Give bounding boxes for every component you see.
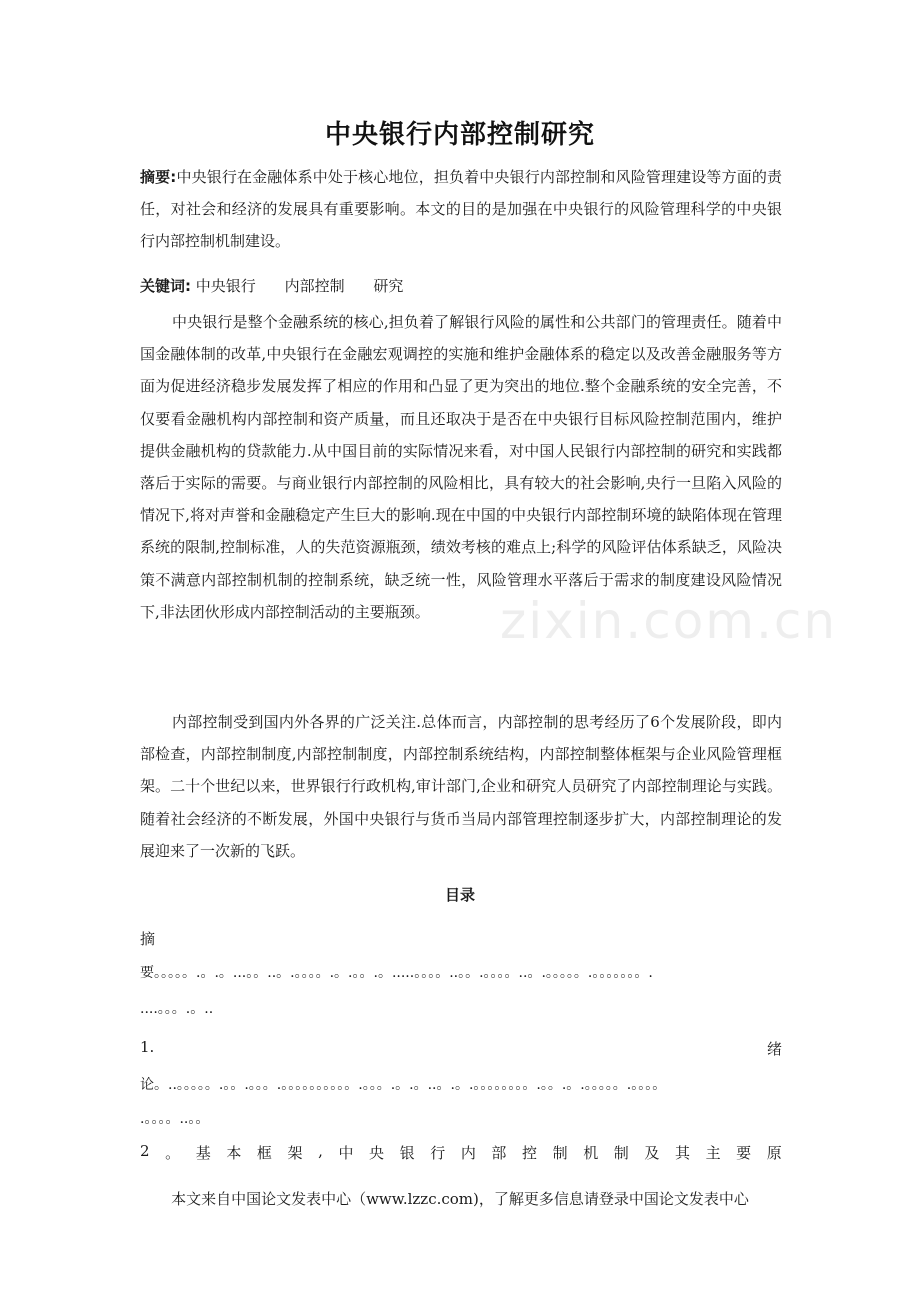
toc-char: 行: [430, 1144, 446, 1162]
keyword-item: 中央银行: [195, 277, 256, 295]
toc-char: 银: [399, 1144, 415, 1162]
toc-item-intro-char: 绪: [766, 1040, 782, 1058]
toc-char: 架: [287, 1144, 303, 1162]
body-paragraph-2: 内部控制受到国内外各界的广泛关注.总体而言，内部控制的思考经历了6个发展阶段，即内部检查，内部控制制度,内部控制制度，内部控制系统结构，内部控制整体框架与企业风险管理框架。二十个世纪以来，世界银行行政机构,审计部门,企业和研究人员研究了内部控制理论与实践。随着社会经济的不断发展，外国中央银行与货币当局内部管理控制逐步扩大，内部控制理论的发展迎来了一次新的飞跃。: [140, 713, 782, 860]
toc-char: 本: [226, 1144, 242, 1162]
toc-char: 及: [644, 1144, 660, 1162]
toc-item-abstract-dots[interactable]: 要。。。。。.。.。...。。..。.。。。。.。.。。.。.....。。。。..。。.。。。。..。.。。。。。.。。。。。。。.: [140, 965, 653, 981]
keywords-label: 关键词:: [140, 277, 191, 295]
toc-char: 制: [552, 1144, 568, 1162]
toc-item-framework-chars: [140, 1142, 782, 1163]
page-title: 中央银行内部控制研究: [324, 120, 595, 150]
abstract-text: 中央银行在金融体系中处于核心地位，担负着中央银行内部控制和风险管理建设等方面的责任，对社会和经济的发展具有重要影响。本文的目的是加强在中央银行的风险管理科学的中央银行内部控制机制建设。: [140, 168, 783, 251]
toc-item-framework[interactable]: [140, 1142, 782, 1163]
keyword-item: 研究: [373, 277, 404, 295]
toc-item-intro-dots[interactable]: 论。..。。。。。.。。.。。。.。。。。。。。。。。.。。。.。.。..。.。.。。。。。。。。.。。.。.。。。。。.。。。。: [140, 1077, 667, 1093]
toc-item-abstract-dots-cont[interactable]: ....。。。.。..: [140, 1001, 214, 1017]
toc-char: 控: [522, 1144, 538, 1162]
footer-note: 本文来自中国论文发表中心（www.lzzc.com)，了解更多信息请登录中国论文发表中心: [171, 1190, 749, 1208]
toc-char: ,: [318, 1142, 323, 1160]
toc-char: 原: [766, 1144, 782, 1162]
toc-item-intro-number: 1.: [140, 1038, 155, 1056]
watermark: zixin.com.cn: [500, 592, 838, 650]
toc-char: 中: [338, 1144, 354, 1162]
toc-char: 机: [583, 1144, 599, 1162]
toc-char: 。: [165, 1144, 181, 1162]
toc-item-abstract-start[interactable]: 摘: [140, 930, 156, 948]
toc-item-intro-dots-cont[interactable]: .。。。。..。。: [140, 1111, 210, 1127]
toc-char: 其: [674, 1144, 690, 1162]
body-paragraph-1: 中央银行是整个金融系统的核心,担负着了解银行风险的属性和公共部门的管理责任。随着中国金融体制的改革,中央银行在金融宏观调控的实施和维护金融体系的稳定以及改善金融服务等方面为促进经济稳步发展发挥了相应的作用和凸显了更为突出的地位.整个金融系统的安全完善，不仅要看金融机构内部控制和资产质量，而且还取决于是否在中央银行目标风险控制范围内，维护提供金融机构的贷款能力.从中国目前的实际情况来看，对中国人民银行内部控制的研究和实践都落后于实际的需要。与商业银行内部控制的风险相比，具有较大的社会影响,央行一旦陷入风险的情况下,将对声誉和金融稳定产生巨大的影响.现在中国的中央银行内部控制环境的缺陷体现在管理系统的限制,控制标准，人的失范资源瓶颈，绩效考核的难点上;科学的风险评估体系缺乏，风险决策不满意内部控制机制的控制系统，缺乏统一性，风险管理水平落后于需求的制度建设风险情况下,非法团伙形成内部控制活动的主要瓶颈。: [140, 313, 782, 621]
toc-item-intro[interactable]: [140, 1038, 782, 1059]
keywords: [140, 270, 782, 302]
toc-char: 制: [613, 1144, 629, 1162]
toc-char: 框: [256, 1144, 272, 1162]
toc-char: 基: [195, 1144, 211, 1162]
toc-char: 2: [140, 1142, 150, 1160]
toc-title: 目录: [444, 886, 475, 904]
abstract-label: 摘要:: [140, 168, 177, 186]
toc-char: 央: [369, 1144, 385, 1162]
toc-char: 内: [460, 1144, 476, 1162]
toc-char: 部: [491, 1144, 507, 1162]
toc-char: 要: [736, 1144, 752, 1162]
abstract: [140, 161, 782, 258]
keyword-item: 内部控制: [284, 277, 345, 295]
toc-char: 主: [705, 1144, 721, 1162]
